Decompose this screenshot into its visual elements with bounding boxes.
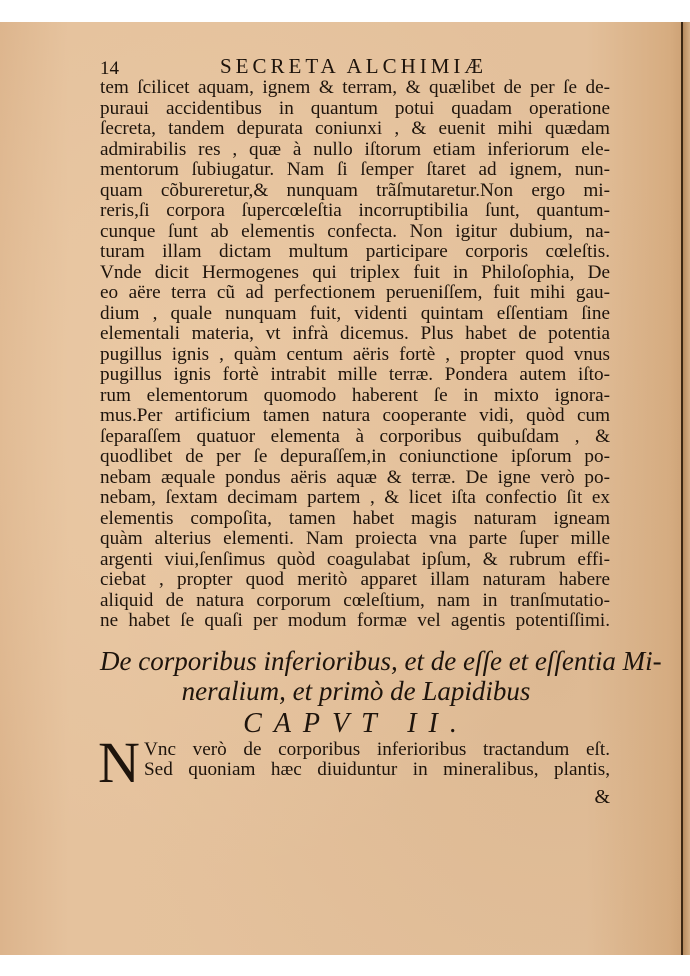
body-line: Vnde dicit Hermogenes qui triplex fuit in Philoſophia, De	[100, 261, 610, 283]
body-line: turam illam dictam multum participare corporis cœleſtis.	[100, 241, 610, 262]
drop-cap-initial: N	[98, 729, 140, 795]
body-line: puraui accidentibus in quantum potui quadam operatione	[100, 97, 610, 119]
body-line: rum elementorum quomodo haberent ſe in mixto ignora-	[100, 384, 610, 406]
chapter-opening	[98, 729, 612, 795]
body-line: eo aëre terra cũ ad perfectionem perueniſſem, fuit mihi gau-	[100, 282, 610, 303]
body-line: reris,ſi corpora ſupercœleſtia incorruptibilia ſunt, quantum-	[100, 200, 610, 221]
body-line: elementali materia, vt infrà dicemus. Plus habet de potentia	[100, 323, 610, 344]
body-line: tem ſcilicet aquam, ignem & terram, & quælibet de per ſe de-	[100, 77, 610, 98]
page-header	[100, 52, 612, 78]
body-line: pugillus ignis , quàm centum aëris fortè , propter quod vnus	[100, 343, 610, 365]
running-head: SECRETA ALCHIMIÆ	[220, 54, 488, 78]
catchword: &	[594, 785, 610, 808]
chapter-heading-line-1: De corporibus inferioribus, et de eſſe et eſſentia Mi-	[100, 645, 662, 676]
chapter-line-1: Vnc verò de corporibus inferioribus tractandum eſt.	[144, 738, 610, 760]
body-line: nebam æquale pondus aëris aquæ & terræ. De igne verò po-	[100, 466, 610, 488]
chapter-heading-line-2: neralium, et primò de Lapidibus	[181, 675, 531, 706]
body-line: ciebat , propter quod meritò apparet illam naturam habere	[100, 569, 610, 590]
body-line: argenti viui,ſenſimus quòd coagulabat ipſum, & rubrum effi-	[100, 548, 610, 570]
body-line: mus.Per artificium tamen natura cooperante vidi, quòd cum	[100, 405, 610, 426]
chapter-line-2: Sed quoniam hæc diuiduntur in mineralibus, plantis,	[144, 759, 610, 780]
page-text-block	[98, 52, 662, 808]
body-line: nebam, ſextam decimam partem , & licet iſta confectio ſit ex	[100, 487, 610, 508]
body-line: quodlibet de per ſe depuraſſem,in coniunctione ipſorum po-	[100, 446, 610, 467]
body-line: ne habet ſe quaſi per modum formæ vel agentis potentiſſimi.	[100, 610, 610, 631]
body-line: ſecreta, tandem depurata coniunxi , & euenit mihi quædam	[100, 118, 610, 139]
body-line: mentorum ſubiugatur. Nam ſi ſemper ſtaret ad ignem, nun-	[100, 159, 610, 180]
chapter-number: CAPVT II.	[243, 707, 469, 739]
body-line: quàm alterius elementi. Nam proiecta vna parte ſuper mille	[100, 528, 610, 549]
body-paragraph	[100, 78, 612, 632]
body-line: quam cõbureretur,& nunquam trãſmutaretur.Non ergo mi-	[100, 179, 610, 201]
body-line: pugillus ignis fortè intrabit mille terræ. Pondera autem iſto-	[100, 364, 610, 385]
body-line: dium , quale nunquam fuit, videnti quintam eſſentiam ſine	[100, 302, 610, 324]
body-line: elementis compoſita, tamen habet magis naturam igneam	[100, 507, 610, 529]
chapter-opening-lines	[144, 740, 610, 781]
body-line: admirabilis res , quæ à nullo iſtorum etiam inferiorum ele-	[100, 138, 610, 160]
page-number: 14	[100, 58, 119, 79]
body-line: cunque ſunt ab elementis confecta. Non igitur dubium, na-	[100, 220, 610, 242]
spine-shadow	[683, 22, 690, 955]
body-line: aliquid de natura corporum cœleſtium, nam in tranſmutatio-	[100, 589, 610, 611]
body-line: ſeparaſſem quatuor elementa à corporibus quibuſdam , &	[100, 425, 610, 447]
